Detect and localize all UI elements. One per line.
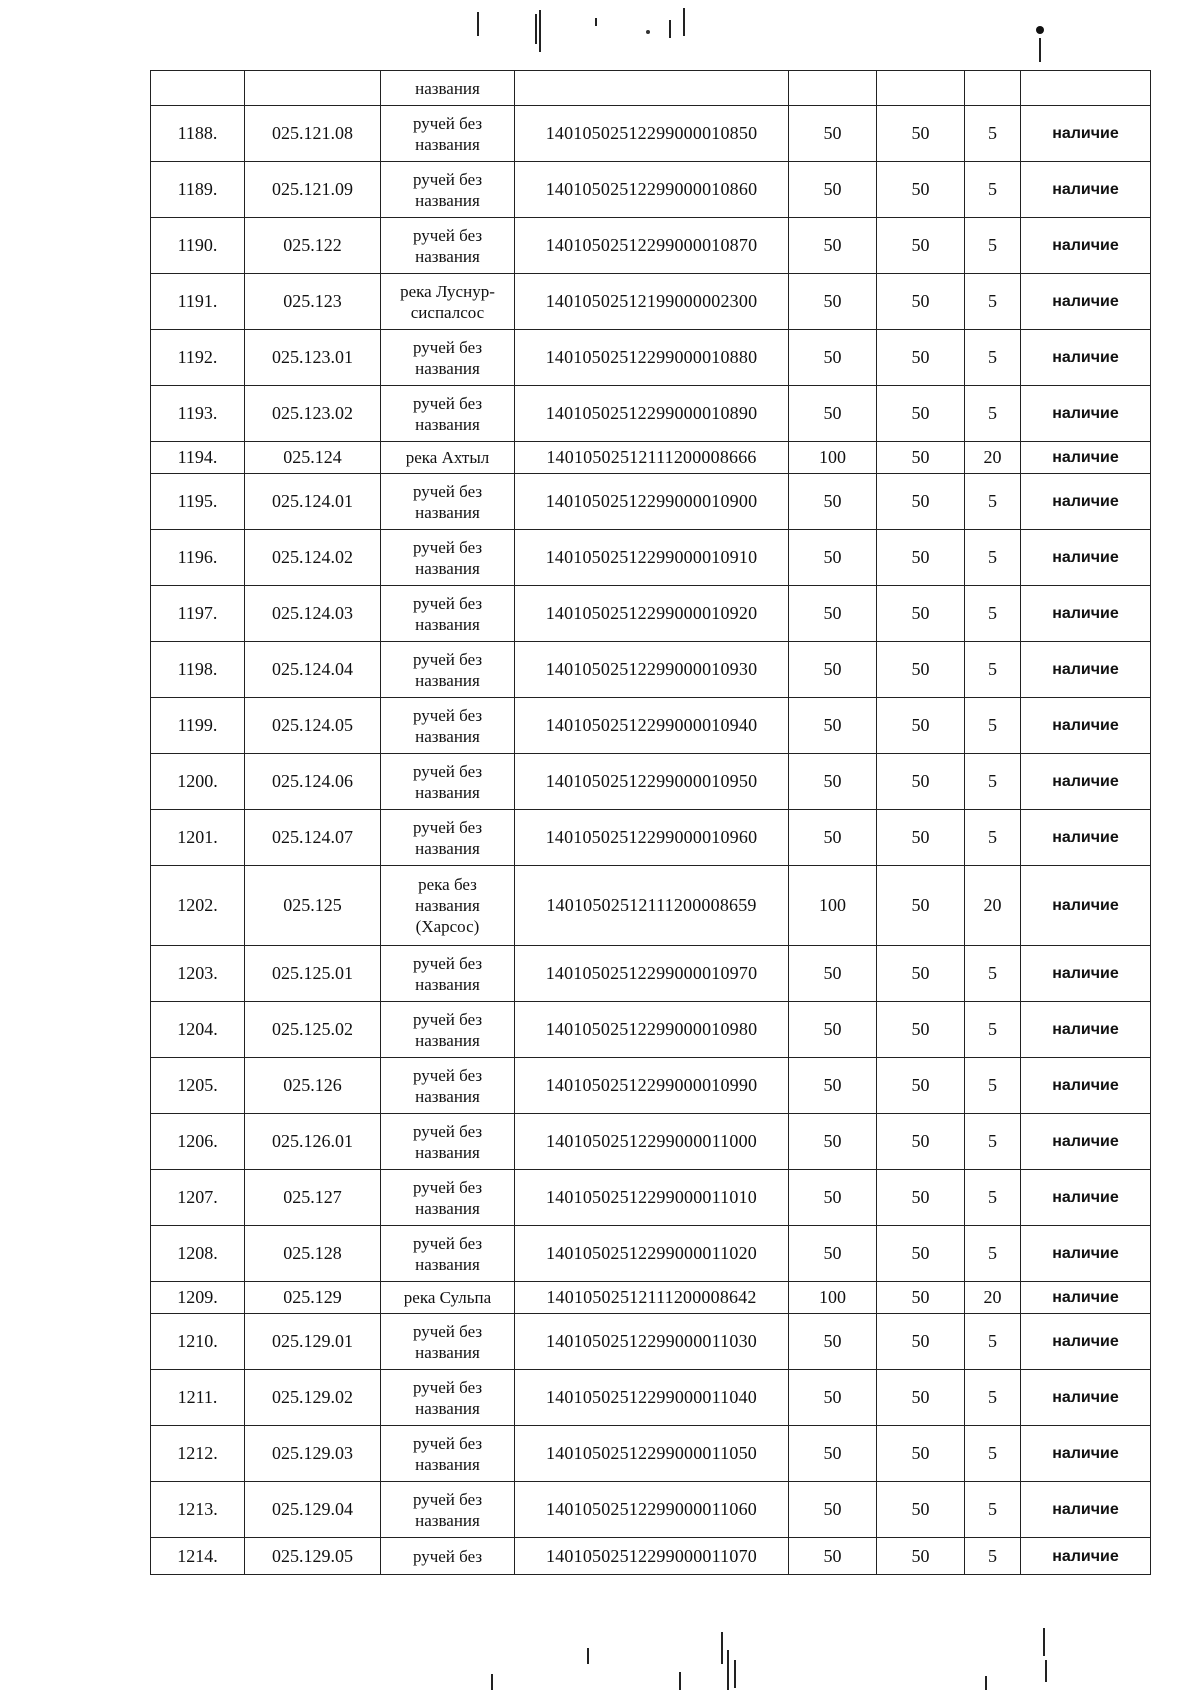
cell-code: 025.129.03 <box>245 1426 381 1482</box>
cell-status: наличие <box>1021 1482 1151 1538</box>
cell-c1: 50 <box>789 698 877 754</box>
cell-name: ручей без названия <box>381 642 515 698</box>
cell-c1: 50 <box>789 1002 877 1058</box>
cell-num: 1206. <box>151 1114 245 1170</box>
cell-name: ручей без названия <box>381 946 515 1002</box>
cell-c1: 50 <box>789 474 877 530</box>
table-row <box>151 1282 1151 1314</box>
table-row <box>151 1226 1151 1282</box>
cell-status: наличие <box>1021 946 1151 1002</box>
cell-name: ручей без названия <box>381 586 515 642</box>
cell-code: 025.125 <box>245 866 381 946</box>
table-row <box>151 1058 1151 1114</box>
cell-name: ручей без названия <box>381 1426 515 1482</box>
cell-c1: 50 <box>789 218 877 274</box>
cell-name: река Ахтыл <box>381 442 515 474</box>
cell-id: 14010502512299000010880 <box>515 330 789 386</box>
cell-num: 1202. <box>151 866 245 946</box>
cell-c3: 5 <box>965 642 1021 698</box>
table-row <box>151 386 1151 442</box>
cell-c2: 50 <box>877 1226 965 1282</box>
cell-code: 025.122 <box>245 218 381 274</box>
cell-code: 025.124.05 <box>245 698 381 754</box>
cell-status: наличие <box>1021 218 1151 274</box>
cell-c2: 50 <box>877 698 965 754</box>
cell-c2 <box>877 71 965 106</box>
cell-num: 1209. <box>151 1282 245 1314</box>
cell-name: ручей без названия <box>381 754 515 810</box>
cell-c3: 5 <box>965 106 1021 162</box>
cell-c1: 50 <box>789 530 877 586</box>
cell-num: 1193. <box>151 386 245 442</box>
cell-c3 <box>965 71 1021 106</box>
cell-id: 14010502512299000010970 <box>515 946 789 1002</box>
table-row <box>151 1170 1151 1226</box>
cell-c2: 50 <box>877 474 965 530</box>
cell-c2: 50 <box>877 1538 965 1575</box>
cell-c2: 50 <box>877 274 965 330</box>
cell-c3: 5 <box>965 162 1021 218</box>
table-row <box>151 474 1151 530</box>
cell-c3: 5 <box>965 1002 1021 1058</box>
cell-code: 025.121.09 <box>245 162 381 218</box>
cell-id: 14010502512299000010990 <box>515 1058 789 1114</box>
cell-c2: 50 <box>877 330 965 386</box>
table-row <box>151 946 1151 1002</box>
cell-num: 1198. <box>151 642 245 698</box>
cell-name: ручей без названия <box>381 698 515 754</box>
cell-code: 025.126 <box>245 1058 381 1114</box>
cell-status: наличие <box>1021 1538 1151 1575</box>
cell-name: названия <box>381 71 515 106</box>
cell-c1: 50 <box>789 1170 877 1226</box>
cell-c2: 50 <box>877 530 965 586</box>
cell-c1: 50 <box>789 1426 877 1482</box>
cell-id: 14010502512299000010930 <box>515 642 789 698</box>
cell-code <box>245 71 381 106</box>
cell-name: ручей без названия <box>381 810 515 866</box>
cell-c1: 50 <box>789 1314 877 1370</box>
cell-id: 14010502512299000010850 <box>515 106 789 162</box>
cell-c2: 50 <box>877 866 965 946</box>
cell-c3: 5 <box>965 530 1021 586</box>
cell-c1: 100 <box>789 442 877 474</box>
cell-id: 14010502512299000010860 <box>515 162 789 218</box>
cell-code: 025.124.06 <box>245 754 381 810</box>
cell-c3: 5 <box>965 754 1021 810</box>
cell-num: 1191. <box>151 274 245 330</box>
cell-c3: 5 <box>965 218 1021 274</box>
cell-c2: 50 <box>877 1370 965 1426</box>
cell-name: ручей без названия <box>381 106 515 162</box>
cell-name: ручей без названия <box>381 474 515 530</box>
cell-num: 1192. <box>151 330 245 386</box>
cell-c1: 50 <box>789 1058 877 1114</box>
cell-status: наличие <box>1021 474 1151 530</box>
cell-c1: 50 <box>789 1482 877 1538</box>
cell-status: наличие <box>1021 1226 1151 1282</box>
cell-c1: 50 <box>789 274 877 330</box>
cell-c2: 50 <box>877 946 965 1002</box>
cell-c1: 50 <box>789 386 877 442</box>
cell-c3: 5 <box>965 386 1021 442</box>
cell-id: 14010502512299000011030 <box>515 1314 789 1370</box>
cell-c2: 50 <box>877 810 965 866</box>
cell-c2: 50 <box>877 218 965 274</box>
cell-c3: 5 <box>965 330 1021 386</box>
cell-c3: 5 <box>965 1426 1021 1482</box>
cell-name: ручей без названия <box>381 330 515 386</box>
table-row <box>151 1370 1151 1426</box>
cell-name: река без названия (Харсос) <box>381 866 515 946</box>
cell-num: 1213. <box>151 1482 245 1538</box>
cell-c1: 50 <box>789 946 877 1002</box>
cell-name: ручей без названия <box>381 1314 515 1370</box>
cell-status: наличие <box>1021 274 1151 330</box>
cell-name: ручей без названия <box>381 1058 515 1114</box>
cell-name: ручей без названия <box>381 1170 515 1226</box>
cell-id: 14010502512299000011000 <box>515 1114 789 1170</box>
cell-code: 025.129.01 <box>245 1314 381 1370</box>
cell-code: 025.126.01 <box>245 1114 381 1170</box>
cell-status: наличие <box>1021 1282 1151 1314</box>
cell-num: 1188. <box>151 106 245 162</box>
cell-name: ручей без названия <box>381 386 515 442</box>
cell-code: 025.124.01 <box>245 474 381 530</box>
cell-num: 1197. <box>151 586 245 642</box>
cell-status: наличие <box>1021 386 1151 442</box>
cell-code: 025.123 <box>245 274 381 330</box>
cell-c2: 50 <box>877 1282 965 1314</box>
cell-c2: 50 <box>877 1170 965 1226</box>
cell-c3: 5 <box>965 274 1021 330</box>
cell-c1: 50 <box>789 106 877 162</box>
cell-num: 1204. <box>151 1002 245 1058</box>
table-row <box>151 1426 1151 1482</box>
cell-id: 14010502512299000010890 <box>515 386 789 442</box>
table-row <box>151 866 1151 946</box>
cell-code: 025.124.02 <box>245 530 381 586</box>
table-row <box>151 330 1151 386</box>
cell-status: наличие <box>1021 1058 1151 1114</box>
cell-num: 1196. <box>151 530 245 586</box>
cell-c1: 50 <box>789 162 877 218</box>
cell-status: наличие <box>1021 106 1151 162</box>
table-body <box>151 71 1151 1575</box>
cell-id: 14010502512299000010900 <box>515 474 789 530</box>
cell-id: 14010502512111200008642 <box>515 1282 789 1314</box>
table-row-partial <box>151 71 1151 106</box>
cell-id: 14010502512299000010920 <box>515 586 789 642</box>
cell-c2: 50 <box>877 1002 965 1058</box>
table-row <box>151 442 1151 474</box>
cell-num: 1190. <box>151 218 245 274</box>
table-row <box>151 1002 1151 1058</box>
cell-name: ручей без названия <box>381 530 515 586</box>
cell-num: 1211. <box>151 1370 245 1426</box>
cell-status: наличие <box>1021 162 1151 218</box>
cell-c3: 5 <box>965 1482 1021 1538</box>
cell-id: 14010502512111200008659 <box>515 866 789 946</box>
cell-c1: 50 <box>789 754 877 810</box>
cell-c3: 5 <box>965 946 1021 1002</box>
cell-num: 1205. <box>151 1058 245 1114</box>
cell-c2: 50 <box>877 106 965 162</box>
table-row <box>151 586 1151 642</box>
cell-code: 025.129.05 <box>245 1538 381 1575</box>
cell-c2: 50 <box>877 162 965 218</box>
cell-id: 14010502512299000011060 <box>515 1482 789 1538</box>
cell-status: наличие <box>1021 1170 1151 1226</box>
cell-status: наличие <box>1021 866 1151 946</box>
table-row <box>151 642 1151 698</box>
cell-c3: 5 <box>965 1370 1021 1426</box>
table-row <box>151 162 1151 218</box>
cell-num <box>151 71 245 106</box>
cell-num: 1208. <box>151 1226 245 1282</box>
cell-id: 14010502512299000010960 <box>515 810 789 866</box>
cell-c3: 5 <box>965 1170 1021 1226</box>
cell-id <box>515 71 789 106</box>
cell-code: 025.123.02 <box>245 386 381 442</box>
cell-code: 025.128 <box>245 1226 381 1282</box>
cell-c3: 5 <box>965 474 1021 530</box>
cell-status: наличие <box>1021 642 1151 698</box>
cell-c2: 50 <box>877 754 965 810</box>
cell-c2: 50 <box>877 386 965 442</box>
table-row <box>151 698 1151 754</box>
cell-c2: 50 <box>877 1114 965 1170</box>
cell-num: 1210. <box>151 1314 245 1370</box>
cell-status: наличие <box>1021 754 1151 810</box>
water-bodies-table <box>150 70 1151 1575</box>
table-row <box>151 218 1151 274</box>
cell-num: 1194. <box>151 442 245 474</box>
cell-c3: 5 <box>965 1226 1021 1282</box>
cell-id: 14010502512111200008666 <box>515 442 789 474</box>
cell-c1: 50 <box>789 1370 877 1426</box>
cell-c1: 50 <box>789 330 877 386</box>
cell-name: ручей без названия <box>381 1482 515 1538</box>
cell-id: 14010502512299000010910 <box>515 530 789 586</box>
cell-name: ручей без названия <box>381 162 515 218</box>
cell-status: наличие <box>1021 1370 1151 1426</box>
cell-num: 1200. <box>151 754 245 810</box>
table-row <box>151 106 1151 162</box>
cell-c2: 50 <box>877 586 965 642</box>
cell-c1: 50 <box>789 642 877 698</box>
cell-c2: 50 <box>877 1314 965 1370</box>
cell-status: наличие <box>1021 1426 1151 1482</box>
cell-num: 1214. <box>151 1538 245 1575</box>
cell-c2: 50 <box>877 1058 965 1114</box>
cell-name: ручей без названия <box>381 1370 515 1426</box>
cell-code: 025.124.03 <box>245 586 381 642</box>
cell-c1: 50 <box>789 1538 877 1575</box>
cell-c2: 50 <box>877 1426 965 1482</box>
cell-code: 025.125.01 <box>245 946 381 1002</box>
cell-c1 <box>789 71 877 106</box>
cell-name: ручей без названия <box>381 218 515 274</box>
cell-c3: 5 <box>965 1058 1021 1114</box>
cell-c3: 20 <box>965 1282 1021 1314</box>
cell-name: ручей без <box>381 1538 515 1575</box>
cell-id: 14010502512299000010940 <box>515 698 789 754</box>
table-row <box>151 754 1151 810</box>
cell-id: 14010502512299000011040 <box>515 1370 789 1426</box>
cell-id: 14010502512199000002300 <box>515 274 789 330</box>
cell-status: наличие <box>1021 442 1151 474</box>
cell-c2: 50 <box>877 642 965 698</box>
cell-name: ручей без названия <box>381 1002 515 1058</box>
cell-code: 025.129.02 <box>245 1370 381 1426</box>
cell-status: наличие <box>1021 1114 1151 1170</box>
cell-code: 025.124.04 <box>245 642 381 698</box>
table-row <box>151 810 1151 866</box>
cell-status: наличие <box>1021 1314 1151 1370</box>
cell-num: 1203. <box>151 946 245 1002</box>
cell-c3: 5 <box>965 810 1021 866</box>
cell-status <box>1021 71 1151 106</box>
cell-c3: 5 <box>965 1538 1021 1575</box>
cell-c2: 50 <box>877 1482 965 1538</box>
cell-c1: 50 <box>789 1114 877 1170</box>
cell-num: 1199. <box>151 698 245 754</box>
cell-c1: 50 <box>789 810 877 866</box>
cell-c3: 20 <box>965 442 1021 474</box>
table-row <box>151 1482 1151 1538</box>
cell-num: 1201. <box>151 810 245 866</box>
cell-name: ручей без названия <box>381 1226 515 1282</box>
cell-status: наличие <box>1021 1002 1151 1058</box>
cell-code: 025.124.07 <box>245 810 381 866</box>
cell-id: 14010502512299000011010 <box>515 1170 789 1226</box>
cell-id: 14010502512299000010980 <box>515 1002 789 1058</box>
cell-num: 1189. <box>151 162 245 218</box>
cell-code: 025.127 <box>245 1170 381 1226</box>
table-row <box>151 274 1151 330</box>
cell-id: 14010502512299000011070 <box>515 1538 789 1575</box>
cell-code: 025.129 <box>245 1282 381 1314</box>
cell-c3: 5 <box>965 586 1021 642</box>
cell-c2: 50 <box>877 442 965 474</box>
cell-name: река Сульпа <box>381 1282 515 1314</box>
cell-num: 1212. <box>151 1426 245 1482</box>
cell-code: 025.123.01 <box>245 330 381 386</box>
cell-c1: 100 <box>789 866 877 946</box>
cell-name: река Луснур-сиспалсос <box>381 274 515 330</box>
cell-code: 025.129.04 <box>245 1482 381 1538</box>
cell-num: 1207. <box>151 1170 245 1226</box>
cell-name: ручей без названия <box>381 1114 515 1170</box>
cell-id: 14010502512299000011050 <box>515 1426 789 1482</box>
cell-status: наличие <box>1021 810 1151 866</box>
cell-code: 025.124 <box>245 442 381 474</box>
cell-c3: 5 <box>965 1114 1021 1170</box>
cell-id: 14010502512299000010950 <box>515 754 789 810</box>
cell-status: наличие <box>1021 330 1151 386</box>
table-row <box>151 530 1151 586</box>
cell-code: 025.121.08 <box>245 106 381 162</box>
cell-c1: 50 <box>789 1226 877 1282</box>
cell-c3: 5 <box>965 698 1021 754</box>
cell-id: 14010502512299000010870 <box>515 218 789 274</box>
table-row <box>151 1114 1151 1170</box>
cell-status: наличие <box>1021 530 1151 586</box>
cell-status: наличие <box>1021 586 1151 642</box>
cell-code: 025.125.02 <box>245 1002 381 1058</box>
cell-c3: 20 <box>965 866 1021 946</box>
cell-num: 1195. <box>151 474 245 530</box>
table-row <box>151 1538 1151 1575</box>
cell-c3: 5 <box>965 1314 1021 1370</box>
cell-c1: 50 <box>789 586 877 642</box>
cell-c1: 100 <box>789 1282 877 1314</box>
cell-status: наличие <box>1021 698 1151 754</box>
table-row <box>151 1314 1151 1370</box>
cell-id: 14010502512299000011020 <box>515 1226 789 1282</box>
